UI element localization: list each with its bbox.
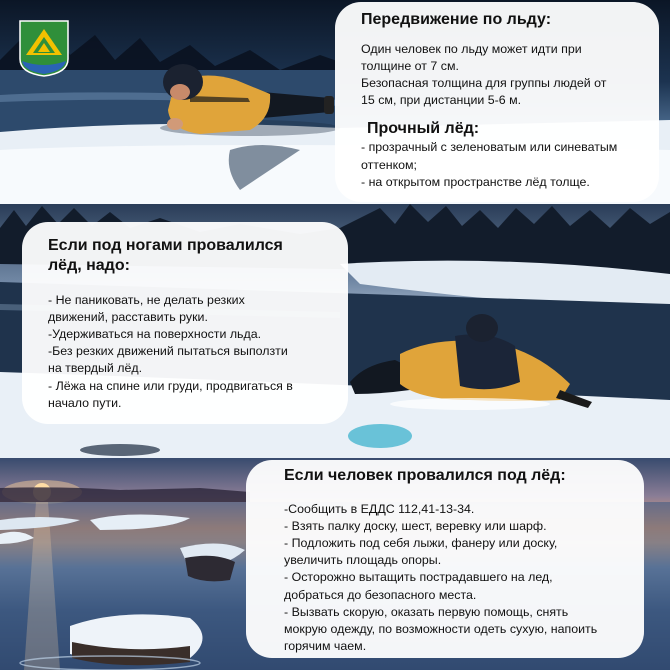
help-line: - Взять палку доску, шест, веревку или шарф. (284, 519, 547, 534)
help-line: мокрую одежду, по возможности одеть сухую, напоить (284, 621, 598, 636)
help-line: увеличить площадь опоры. (284, 553, 442, 568)
fell-line: движений, расставить руки. (48, 310, 208, 325)
movement-title: Передвижение по льду: (361, 11, 552, 28)
panel-ice-movement (0, 0, 670, 204)
panel-fell-through (0, 204, 670, 458)
strong-ice-title: Прочный лёд: (367, 120, 480, 138)
fell-line: - Лёжа на спине или груди, продвигаться в (48, 378, 293, 393)
movement-line: 15 см, при дистанции 5-6 м. (361, 93, 522, 108)
movement-line: Один человек по льду может идти при (361, 42, 582, 56)
fell-line: - Не паниковать, не делать резких (48, 293, 245, 307)
help-other-card (246, 460, 644, 658)
ice-movement-card (335, 2, 659, 202)
panel-help-other (0, 458, 670, 670)
fell-line: на твердый лёд. (48, 361, 143, 376)
help-line: добраться до безопасного места. (284, 587, 477, 602)
movement-line: Безопасная толщина для группы людей от (361, 76, 607, 91)
strong-ice-line: - прозрачный с зеленоватым или синеватым (361, 140, 618, 155)
fell-title-line: Если под ногами провалился (48, 237, 283, 254)
fell-line: -Без резких движений пытаться выползти (48, 344, 288, 359)
fell-line: начало пути. (48, 395, 122, 410)
help-line: горячим чаем. (284, 638, 367, 653)
help-line: -Сообщить в ЕДДС 112,41-13-34. (284, 502, 475, 516)
help-line: - Вызвать скорую, оказать первую помощь, снять (284, 604, 569, 619)
fell-through-card (22, 222, 348, 424)
movement-line: толщине от 7 см. (361, 59, 459, 74)
strong-ice-line: оттенком; (361, 157, 417, 172)
fell-title-line: лёд, надо: (48, 257, 130, 274)
help-line: - Подложить под себя лыжи, фанеру или доску, (284, 536, 558, 551)
help-title: Если человек провалился под лёд: (284, 467, 566, 484)
municipal-emblem-logo (18, 19, 70, 77)
strong-ice-line: - на открытом пространстве лёд толще. (361, 174, 590, 189)
help-line: - Осторожно вытащить пострадавшего на лед, (284, 570, 553, 585)
fell-line: -Удерживаться на поверхности льда. (48, 327, 262, 342)
